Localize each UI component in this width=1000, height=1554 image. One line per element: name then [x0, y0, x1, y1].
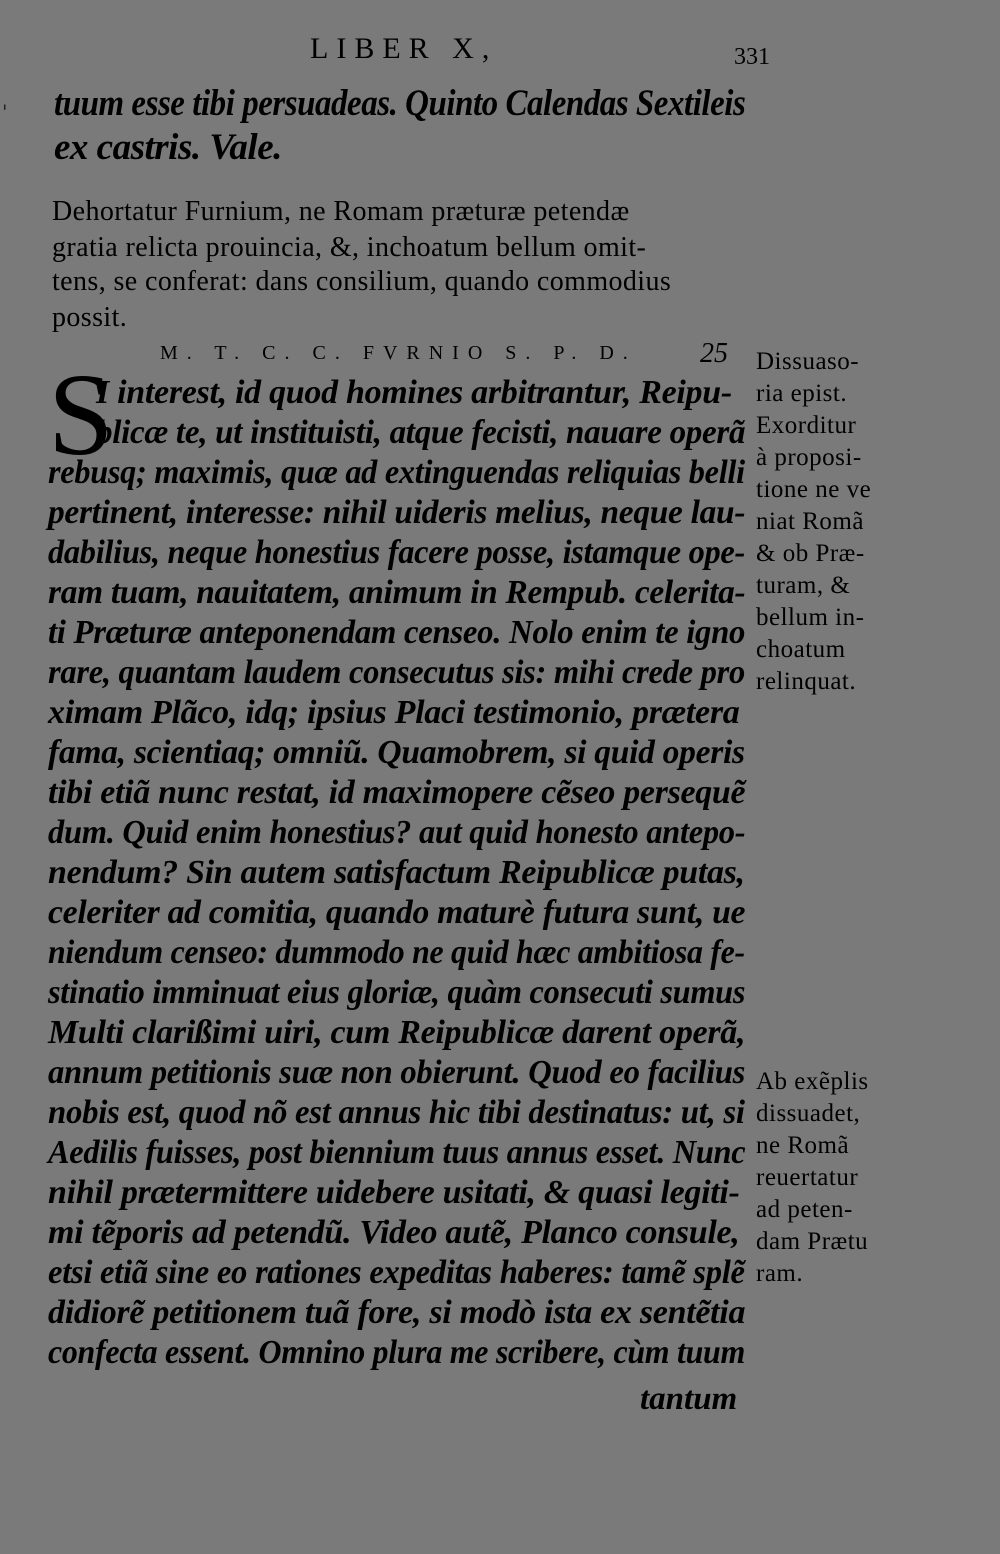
- argument-line: gratia relicta prouincia, &, inchoatum bellum omit-: [52, 232, 647, 263]
- margin-note-line: tione ne ve: [756, 476, 872, 503]
- margin-note-line: à proposi-: [756, 444, 862, 471]
- body-line: confecta essent. Omnino plura me scribere, cùm tuum: [48, 1334, 746, 1371]
- margin-note-line: Ab exẽplis: [756, 1068, 869, 1095]
- letter-number: 25: [700, 338, 728, 369]
- body-line: annum petitionis suæ non obierunt. Quod eo facilius: [48, 1054, 746, 1091]
- body-line: mi tẽporis ad petendũ. Video autẽ, Planco consule,: [48, 1214, 740, 1251]
- body-line: rebusq; maximis, quæ ad extinguendas reliquias belli: [48, 454, 745, 491]
- running-title: LIBER X,: [310, 32, 498, 65]
- argument-line: Dehortatur Furnium, ne Romam præturæ petendæ: [52, 196, 630, 227]
- body-line: dum. Quid enim honestius? aut quid honesto antepo-: [48, 814, 746, 851]
- margin-note: [756, 346, 956, 698]
- body-line: niendum censeo: dummodo ne quid hæc ambitiosa fe-: [48, 934, 745, 971]
- catchword: tantum: [640, 1381, 738, 1417]
- margin-note-line: dam Prætu: [756, 1228, 869, 1255]
- page-header: [300, 30, 770, 74]
- margin-note-line: ne Romã: [756, 1132, 850, 1159]
- body-line: etsi etiã sine eo rationes expeditas haberes: tamẽ splẽ: [48, 1254, 745, 1291]
- margin-note-line: ad peten-: [756, 1196, 853, 1223]
- argument-line: possit.: [52, 302, 128, 333]
- body-line: ximam Plãco, idq; ipsius Placi testimonio, prætera: [48, 694, 740, 731]
- body-line: pertinent, interesse: nihil uideris melius, neque lau-: [48, 494, 746, 531]
- body-line: nobis est, quod nõ est annus hic tibi destinatus: ut, si: [48, 1094, 745, 1131]
- margin-note-line: bellum in-: [756, 604, 865, 631]
- margin-note: [756, 1066, 956, 1290]
- salutation: M. T. C. C. FVRNIO S. P. D.: [160, 342, 637, 364]
- argument-line: tens, se conferat: dans consilium, quando commodius: [52, 266, 672, 297]
- margin-note-line: Exorditur: [756, 412, 857, 439]
- opening-line: tuum esse tibi persuadeas. Quinto Calendas Sextileis: [54, 83, 746, 124]
- margin-note-line: & ob Præ-: [756, 540, 865, 567]
- stray-mark: ': [2, 100, 8, 124]
- body-line: blicæ te, ut instituisti, atque fecisti, nauare operã: [96, 414, 746, 451]
- body-line: Multi clarißimi uiri, cum Reipublicæ darent operã,: [48, 1014, 746, 1051]
- body-line: nihil prætermittere uidebere usitati, & quasi legiti-: [48, 1174, 740, 1211]
- margin-note-line: reuertatur: [756, 1164, 859, 1191]
- body-line: fama, scientiaq; omniũ. Quamobrem, si quid operis: [48, 734, 745, 771]
- body-line: didiorẽ petitionem tuã fore, si modò ista ex sentẽtia: [48, 1294, 746, 1331]
- margin-note-line: turam, &: [756, 572, 851, 599]
- margin-note-line: Dissuaso-: [756, 348, 860, 375]
- margin-note-line: ria epist.: [756, 380, 848, 407]
- body-line: ram tuam, nauitatem, animum in Rempub. celerita-: [48, 574, 746, 611]
- body-line: tibi etiã nunc restat, id maximopere cẽseo persequẽ: [48, 774, 746, 811]
- margin-note-line: niat Romã: [756, 508, 864, 535]
- body-line: rare, quantam laudem consecutus sis: mihi crede pro: [48, 654, 745, 691]
- drop-initial: S: [48, 349, 114, 480]
- page-number: 331: [734, 44, 770, 70]
- body-line: stinatio imminuat eius gloriæ, quàm consecuti sumus: [48, 974, 746, 1011]
- body-line: celeriter ad comitia, quando maturè futura sunt, ue: [48, 894, 746, 931]
- body-line: I interest, id quod homines arbitrantur, Reipu-: [96, 374, 732, 411]
- body-line: nendum? Sin autem satisfactum Reipublicæ putas,: [48, 854, 745, 891]
- margin-note-line: dissuadet,: [756, 1100, 861, 1127]
- margin-note-line: relinquat.: [756, 668, 857, 695]
- body-line: ti Præturæ anteponendam censeo. Nolo enim te igno: [48, 614, 746, 651]
- body-line: dabilius, neque honestius facere posse, istamque ope-: [48, 534, 745, 571]
- opening-line: ex castris. Vale.: [54, 127, 282, 168]
- body-line: Aedilis fuisses, post biennium tuus annus esset. Nunc: [48, 1134, 746, 1171]
- margin-note-line: ram.: [756, 1260, 804, 1287]
- margin-note-line: choatum: [756, 636, 846, 663]
